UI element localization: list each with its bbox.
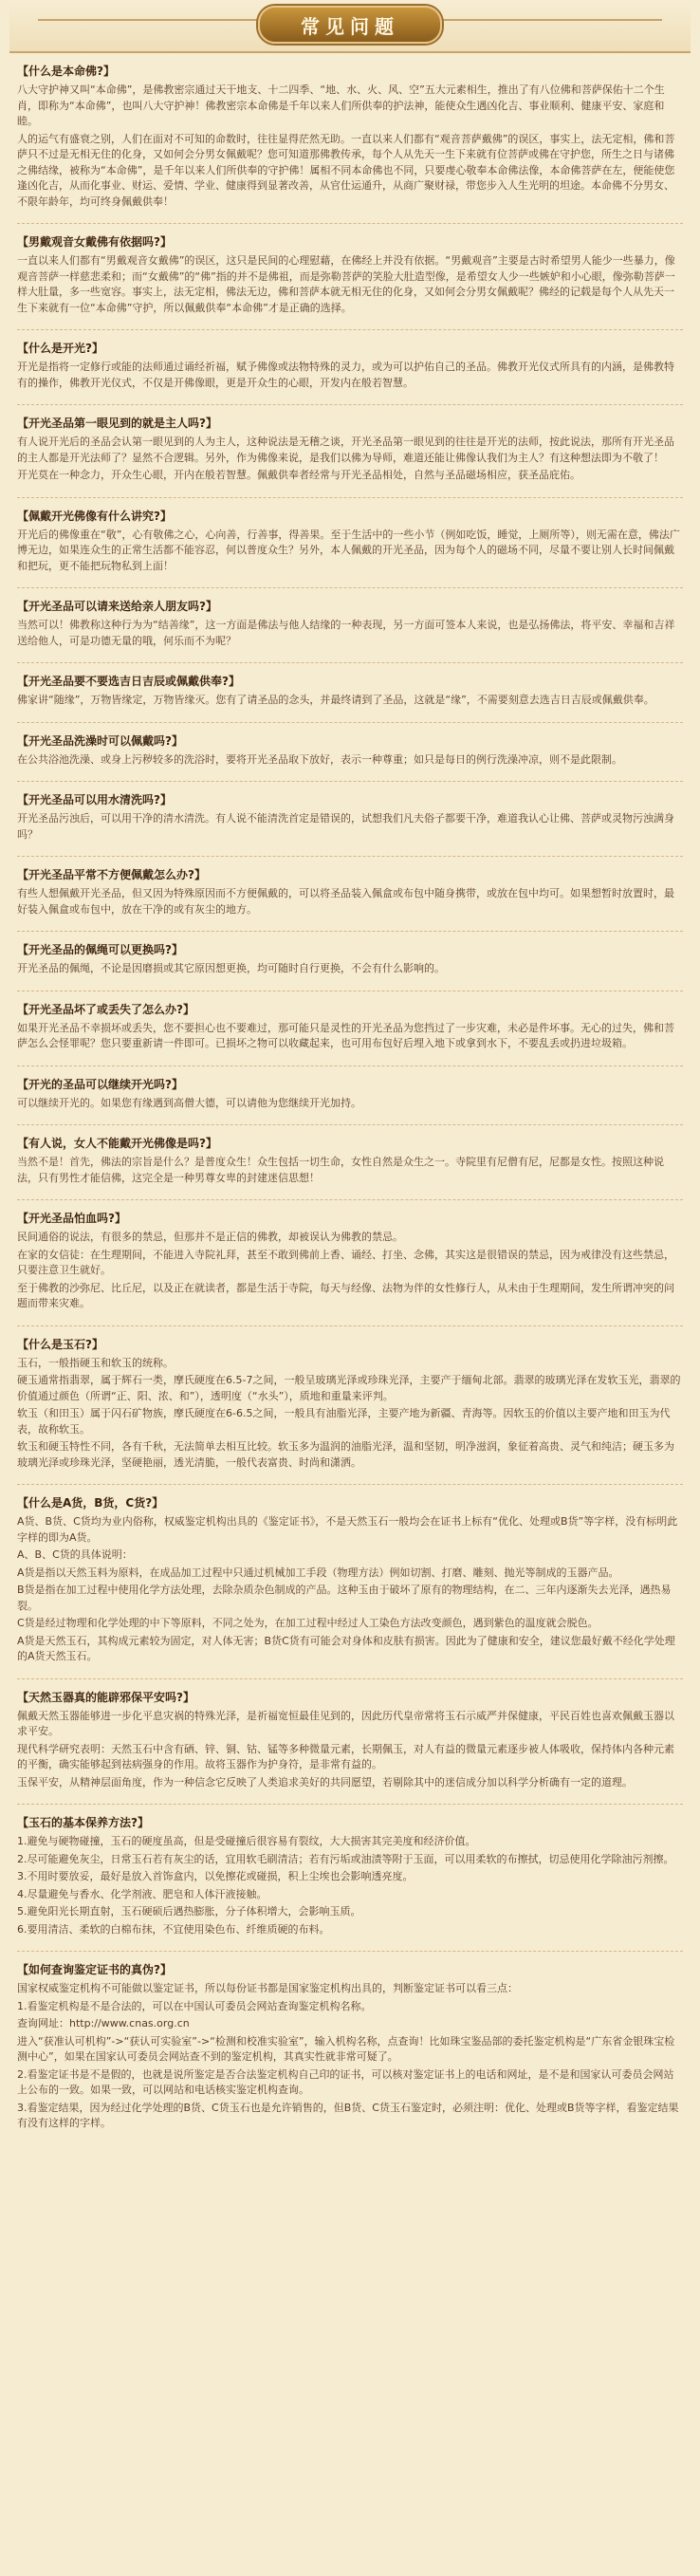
faq-question: 【开光圣品可以请来送给亲人朋友吗?】: [17, 600, 217, 613]
faq-answer-paragraph: 2.看鉴定证书是不是假的，也就是说所鉴定是否合法鉴定机构自己印的证书，可以核对鉴定证书上的电话和网址，是不是和国家认可委员会网站上公布的一致。如果一致，可以网站和电话核实鉴定机构查询。: [17, 2067, 674, 2096]
faq-answer-paragraph: 佛家讲“随缘”，万物皆缘定，万物皆缘灭。您有了请圣品的念头，并最终请到了圣品，这就是“缘”，不需要刻意去选吉日吉辰或佩戴供奉。: [17, 694, 654, 706]
faq-question: 【开光圣品怕血吗?】: [17, 1212, 126, 1225]
faq-answer: [17, 253, 683, 316]
faq-section: [17, 598, 683, 649]
faq-list: [9, 53, 691, 2132]
faq-answer-paragraph: 当然不是！首先，佛法的宗旨是什么？是普度众生！众生包括一切生命，女性自然是众生之一。寺院里有尼僧有尼，尼都是女性。按照这种说法，只有男性才能信佛，这完全是一种男尊女卑的封建迷信思想！: [17, 1156, 664, 1184]
faq-answer: [17, 435, 683, 484]
section-divider: [17, 1678, 683, 1679]
faq-answer-paragraph: 至于佛教的沙弥尼、比丘尼，以及正在就读者，都是生活于寺院，每天与经像、法物为伴的女性修行人，从未由于生理期间，发生所谓冲突的问题而带来灾难。: [17, 1281, 674, 1309]
faq-answer: [17, 752, 683, 769]
faq-section: [17, 340, 683, 391]
faq-answer: [17, 811, 683, 843]
faq-section: [17, 673, 683, 709]
faq-answer-paragraph: 有些人想佩戴开光圣品，但又因为特殊原因而不方便佩戴的，可以将圣品装入佩盒或布包中随身携带，或放在包中均可。如果想暂时放置时，最好装入佩盒或布包中，放在干净的或有灰尘的地方。: [17, 887, 674, 916]
section-divider: [17, 404, 683, 405]
faq-answer-paragraph: 当然可以！佛教称这种行为为“结善缘”，这一方面是佛法与他人结缘的一种表现，另一方面可签本人来说，也是弘扬佛法，将平安、幸福和吉祥送给他人，可是功德无量的哦，何乐而不为呢？: [17, 619, 675, 647]
faq-answer-paragraph: 佩戴天然玉器能够进一步化平息灾祸的特殊光泽，是祈福宽恒最佳见到的，因此历代皇帝常将玉石示威严并保健康，平民百姓也喜欢佩戴玉器以求平安。: [17, 1709, 674, 1737]
faq-answer-paragraph: 开光莫在一种念力，开众生心眼，开内在般若智慧。佩戴供奉者经常与开光圣品相处，自然与圣品磁场相应，获圣品庇佑。: [17, 469, 580, 481]
section-divider: [17, 662, 683, 663]
faq-question: 【佩戴开光佛像有什么讲究?】: [17, 509, 172, 523]
faq-answer: [17, 693, 683, 709]
faq-section: [17, 866, 683, 917]
faq-answer-paragraph: A货是天然玉石，其构成元素较为固定，对人体无害；B货C货有可能会对身体和皮肤有损害。因此为了健康和安全，建议您最好戴不经化学处理的A货天然玉石。: [17, 1634, 675, 1662]
section-divider: [17, 223, 683, 224]
faq-answer-paragraph: A货、B货、C货均为业内俗称，权威鉴定机构出具的《鉴定证书》，不是天然玉石一般均会在证书上标有“优化、处理或B货”等字样，没有标明此字样的即为A货。: [17, 1515, 678, 1544]
faq-section: [17, 1689, 683, 1791]
faq-answer-paragraph: C货是经过物理和化学处理的中下等原料，不同之处为，在加工过程中经过人工染色方法改变颜色，遇到紫色的温度就会脱色。: [17, 1617, 599, 1629]
faq-answer-paragraph: A货是指以天然玉料为原料，在成品加工过程中只通过机械加工手段（物理方法）例如切割、打磨、雕刻、抛光等制成的玉器产品。: [17, 1566, 619, 1579]
section-divider: [17, 1484, 683, 1485]
faq-answer: [17, 1981, 683, 2132]
header-ornament-left: [38, 19, 266, 21]
faq-answer-paragraph: 玉石，一般指硬玉和软玉的统称。: [17, 1356, 174, 1369]
faq-question: 【什么是开光?】: [17, 342, 103, 355]
faq-answer: [17, 1230, 683, 1312]
faq-answer: [17, 1356, 683, 1472]
faq-answer: [17, 83, 683, 210]
section-divider: [17, 781, 683, 782]
faq-answer-paragraph: 民间通俗的说法，有很多的禁忌，但那并不是正信的佛教，却被误认为佛教的禁忌。: [17, 1231, 403, 1243]
faq-section: [17, 732, 683, 769]
faq-question: 【什么是玉石?】: [17, 1337, 103, 1351]
faq-section: [17, 233, 683, 316]
faq-section: [17, 63, 683, 210]
faq-question: 【开光圣品洗澡时可以佩戴吗?】: [17, 733, 183, 748]
faq-answer-paragraph: 软玉和硬玉特性不同，各有千秋，无法简单去相互比较。软玉多为温润的油脂光泽，温和坚韧，明净滋润，象征着高贵、灵气和纯洁；硬玉多为玻璃光泽或珍珠光泽，坚硬艳丽，透光清脆，一般代表富贵、时尚和潇洒。: [17, 1440, 674, 1469]
faq-answer: [17, 1709, 683, 1791]
faq-answer-paragraph: 进入“获准认可机构”->“获认可实验室”->“检测和校准实验室”，输入机构名称，点查询！比如珠宝鉴品部的委托鉴定机构是“广东省金银珠宝检测中心”，如果在国家认可委员会网站查不到的鉴定机构，其真实性就非常可疑了。: [17, 2034, 675, 2063]
faq-question: 【开光圣品的佩绳可以更换吗?】: [17, 943, 183, 956]
faq-section: [17, 1076, 683, 1112]
faq-answer-paragraph: 6.要用清洁、柔软的白棉布抹，不宜使用染色布、纤维质硬的布料。: [17, 1922, 330, 1936]
faq-section: [17, 941, 683, 977]
faq-answer-paragraph: 3.不用时要放妥，最好是放入首饰盒内，以免擦花或碰损，积上尘埃也会影响透亮度。: [17, 1870, 414, 1882]
faq-section: [17, 1961, 683, 2132]
section-divider: [17, 856, 683, 857]
faq-section: [17, 791, 683, 843]
faq-answer: [17, 1834, 683, 1937]
faq-answer-paragraph: B货是指在加工过程中使用化学方法处理，去除杂质杂色制成的产品。这种玉由于破坏了原有的物理结构，在二、三年内逐渐失去光泽，遇热易裂。: [17, 1584, 672, 1612]
faq-question: 【什么是本命佛?】: [17, 65, 115, 78]
faq-answer: [17, 886, 683, 917]
section-divider: [17, 1199, 683, 1200]
page-header: [9, 0, 691, 53]
faq-question: 【天然玉器真的能辟邪保平安吗?】: [17, 1690, 194, 1704]
faq-answer-paragraph: 玉保平安，从精神层面角度，作为一种信念它反映了人类追求美好的共同愿望，若剔除其中的迷信成分加以科学分析确有一定的道理。: [17, 1775, 633, 1788]
section-divider: [17, 931, 683, 932]
faq-question: 【开光圣品坏了或丢失了怎么办?】: [17, 1002, 194, 1016]
section-divider: [17, 722, 683, 723]
faq-question: 【开光圣品要不要选吉日吉辰或佩戴供奉?】: [17, 675, 240, 688]
faq-answer-paragraph: 开光是指将一定修行或能的法师通过诵经祈福，赋予佛像或法物特殊的灵力，或为可以护佑自己的圣品。佛教开光仪式所具有的内涵，是佛教特有的操作，佛教开光仪式，不仅是开佛像眼，更是开众生的心眼，开发内在般若智慧。: [17, 361, 674, 389]
faq-answer: [17, 360, 683, 391]
faq-answer: [17, 1096, 683, 1112]
faq-answer-paragraph: 有人说开光后的圣品会认第一眼见到的人为主人，这种说法是无稽之谈，开光圣品第一眼见到的往往是开光的法师，按此说法，那所有开光圣品的主人都是开光法师了？显然不合逻辑。另外，作为佛像来说，是我们以佛为导师，难道还能让佛像认我们为主人？有这种想法即为不敬了！: [17, 436, 674, 464]
faq-section: [17, 1135, 683, 1186]
faq-question: 【有人说，女人不能戴开光佛像是吗?】: [17, 1137, 217, 1150]
faq-answer-paragraph: 八大守护神又叫“本命佛”，是佛教密宗通过天干地支、十二四季、“地、水、火、风、空”五大元素相生，推出了有八位佛和菩萨保佑十二个生肖，即称为“本命佛”，也叫八大守护神！佛教密宗本命佛是千年以来人们所供奉的护法神，能使众生遇凶化吉、事业顺利、健康平安、家庭和睦。: [17, 83, 665, 127]
section-divider: [17, 1951, 683, 1952]
faq-section: [17, 508, 683, 575]
faq-section: [17, 1336, 683, 1472]
faq-answer: [17, 961, 683, 977]
section-divider: [17, 1124, 683, 1125]
faq-answer-paragraph: 一直以来人们都有“男戴观音女戴佛”的误区，这只是民间的心理慰藉，在佛经上并没有依据。“男戴观音”主要是古时希望男人能少一些暴力，像观音菩萨一样慈悲柔和；而“女戴佛”的“佛”指的并不是佛祖，而是弥勒菩萨的笑脸大肚造型像，是希望女人少一些嫉妒和小心眼，像弥勒菩萨一样大肚量，多一些宽容。事实上，法无定相，佛法无边，佛和菩萨本就无相无住的化身，又如何会分男女佩戴呢？佛经的记载是每个人从先天一生下来就有一位“本命佛”守护，所以佩戴供奉“本命佛”才是正确的选择。: [17, 254, 675, 314]
page-title: 常见问题: [301, 14, 399, 38]
faq-answer-paragraph: 开光圣品污浊后，可以用干净的清水清洗。有人说不能清洗首定是错误的，试想我们凡夫俗子都要干净，难道我认心让佛、菩萨或灵物污浊满身吗？: [17, 812, 674, 841]
faq-section: [17, 1210, 683, 1312]
faq-answer-paragraph: 1.避免与硬物碰撞，玉石的硬度虽高，但是受碰撞后很容易有裂纹，大大损害其完美度和经济价值。: [17, 1835, 476, 1847]
faq-section: [17, 415, 683, 484]
faq-answer-paragraph: 1.看鉴定机构是不是合法的，可以在中国认可委员会网站查询鉴定机构名称。: [17, 1999, 372, 2012]
faq-answer: [17, 1021, 683, 1052]
faq-question: 【如何查询鉴定证书的真伪?】: [17, 1963, 172, 1976]
faq-question: 【开光的圣品可以继续开光吗?】: [17, 1077, 183, 1091]
section-divider: [17, 1804, 683, 1805]
faq-section: [17, 1001, 683, 1052]
faq-question: 【开光圣品第一眼见到的就是主人吗?】: [17, 417, 217, 430]
faq-answer-paragraph: 3.看鉴定结果，因为经过化学处理的B货、C货玉石也是允许销售的，但B货、C货玉石鉴定时，必须注明：优化、处理或B货等字样，看鉴定结果有没有这样的字样。: [17, 2101, 679, 2129]
faq-answer-paragraph: 在公共浴池洗澡、或身上污秽较多的洗浴时，要将开光圣品取下放好，表示一种尊重；如只是每日的例行洗澡冲凉，则不是此限制。: [17, 752, 622, 766]
faq-question: 【玉石的基本保养方法?】: [17, 1816, 149, 1829]
faq-answer-paragraph: 可以继续开光的。如果您有缘遇到高僧大德，可以请他为您继续开光加持。: [17, 1096, 361, 1109]
faq-question: 【男戴观音女戴佛有依据吗?】: [17, 235, 172, 249]
section-divider: [17, 329, 683, 330]
faq-answer-paragraph: 5.避免阳光长期直射，玉石硬硕后遇热膨胀，分子体积增大，会影响玉质。: [17, 1905, 361, 1918]
faq-question: 【什么是A货，B货，C货?】: [17, 1496, 164, 1510]
faq-answer: [17, 528, 683, 575]
faq-answer: [17, 1514, 683, 1665]
faq-section: [17, 1494, 683, 1665]
faq-answer-paragraph: 2.尽可能避免灰尘，日常玉石若有灰尘的话，宜用软毛刷清洁；若有污垢或油渍等附于玉面，可以用柔软的布擦拭，切忌使用化学除油污剂擦。: [17, 1852, 674, 1865]
faq-answer-paragraph: 硬玉通常指翡翠，属于辉石一类，摩氏硬度在6.5-7之间，一般呈玻璃光泽或珍珠光泽，主要产于缅甸北部。翡翠的玻璃光泽在发软玉光，翡翠的价值通过颜色（所谓“正、阳、浓、和”），透明度（“水头”），质地和重量来评判。: [17, 1374, 681, 1402]
faq-answer-paragraph: 国家权威鉴定机构不可能做以鉴定证书，所以每份证书都是国家鉴定机构出具的，判断鉴定证书可以看三点：: [17, 1982, 518, 1994]
section-divider: [17, 587, 683, 588]
section-divider: [17, 497, 683, 498]
faq-answer-paragraph: 软玉（和田玉）属于闪石矿物族，摩氏硬度在6-6.5之间，一般具有油脂光泽，主要产地为新疆、青海等。因软玉的价值以主要产地和田玉为代表，故称软玉。: [17, 1407, 671, 1436]
faq-section: [17, 1814, 683, 1937]
faq-answer-paragraph: 在家的女信徒：在生理期间，不能进入寺院礼拜，甚至不敢到佛前上香、诵经、打坐、念佛，其实这是很错误的禁忌，因为戒律没有这些禁忌，只要注意卫生就好。: [17, 1248, 674, 1276]
faq-answer: [17, 1155, 683, 1186]
faq-answer: [17, 618, 683, 649]
faq-question: 【开光圣品平常不方便佩戴怎么办?】: [17, 868, 206, 881]
faq-answer-paragraph: A、B、C货的具体说明：: [17, 1548, 133, 1561]
faq-answer-paragraph: 查询网址：http://www.cnas.org.cn: [17, 2017, 190, 2029]
faq-answer-paragraph: 如果开光圣品不幸损坏或丢失，您不要担心也不要难过，那可能只是灵性的开光圣品为您挡过了一步灾难，未必是件坏事。无心的过失，佛和菩萨怎么会怪罪呢？您只要重新请一件即可。已损坏之物可以收藏起来，也可用布包好后埋入地下或拿到水下，不要乱丢或扔进垃圾箱。: [17, 1021, 674, 1049]
faq-answer-paragraph: 人的运气有盛衰之别，人们在面对不可知的命数时，往往显得茫然无助。一直以来人们都有“观音菩萨戴佛”的误区，事实上，法无定相，佛和菩萨只不过是无相无住的化身，又如何会分男女佩戴呢？您可知道那佛教传承，每个人从先天一生下来就有位菩萨或佛在守护您，所生之日与诸佛之佛结缘，被称为“本命佛”，是千年以来人们所供奉的守护佛！属相不同本命佛也不同，只要虔心敬奉本命佛法像，本命佛菩萨在左，便能使您逢凶化吉，从而化事业、财运、爱情、学业、健康得到显著改善，从官仕运通升，从商广聚财禄，带您步入人生光明的坦途。本命佛不分男女、不限年龄年，均可终身佩戴供奉！: [17, 132, 675, 208]
title-banner: [258, 6, 442, 44]
faq-answer-paragraph: 开光后的佛像重在“敬”，心有敬佛之心，心向善，行善事，得善果。至于生活中的一些小节（例如吃饭，睡觉，上厕所等），则无需在意，佛法广博无边，如果连众生的正常生活都不能容忍，何以普度众生？另外，本人佩戴的开光圣品，因为每个人的磁场不同，尽量不要让别人长时间佩戴和把玩，更不能把玩物私到上面！: [17, 528, 680, 572]
faq-question: 【开光圣品可以用水清洗吗?】: [17, 793, 172, 806]
section-divider: [17, 1325, 683, 1326]
header-ornament-right: [434, 19, 662, 21]
faq-answer-paragraph: 开光圣品的佩绳，不论是因磨损或其它原因想更换，均可随时自行更换，不会有什么影响的。: [17, 962, 445, 974]
faq-answer-paragraph: 现代科学研究表明：天然玉石中含有硒、锌、铜、钴、锰等多种微量元素，长期佩玉，对人有益的微量元素逐步被人体吸收，保持体内各种元素的平衡，确实能够起到祛病强身的作用。故将玉器作为护身符，是非常有益的。: [17, 1742, 674, 1770]
faq-answer-paragraph: 4.尽量避免与香水、化学剂液、肥皂和人体汗液接触。: [17, 1887, 267, 1900]
